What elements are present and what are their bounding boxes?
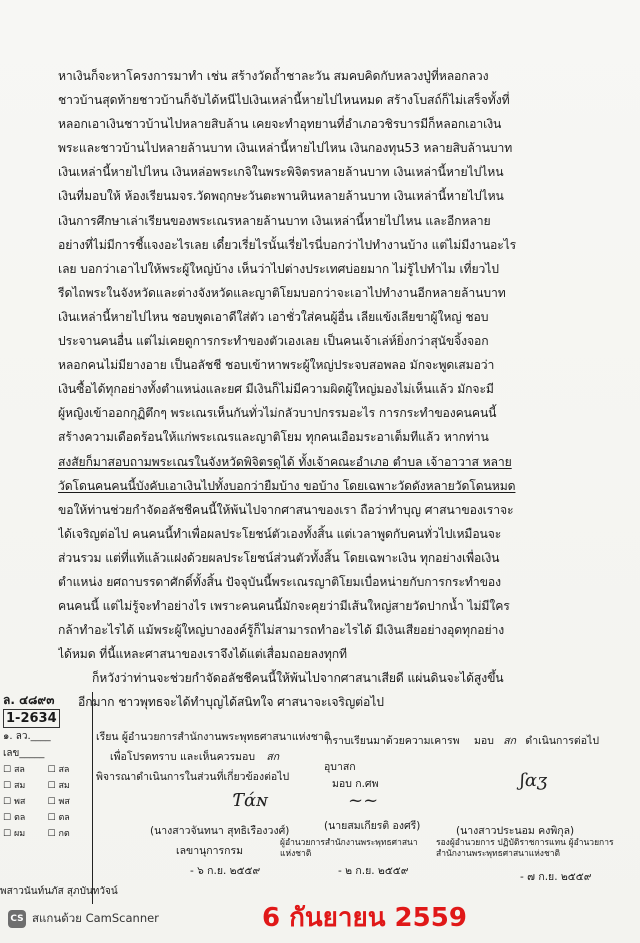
stamp-checklist: [0, 762, 92, 842]
signatory-date: - ๖ ก.ย. ๒๕๕๙: [190, 865, 261, 877]
signatory-name: (นางสาวประนอม คงพิกุล): [456, 825, 575, 837]
letter-line: เงินเหล่านี้หายไปไหน ชอบพูดเอาดีใส่ตัว เอาชั่วใส่คนผู้อื่น เลียแข้งเลียขาผู้ใหญ่ ชอบ: [58, 309, 489, 324]
routing-submit: กราบเรียนมาด้วยความเคารพ: [326, 735, 460, 747]
date-stamp: 6 กันยายน 2559: [262, 903, 467, 933]
letter-line: พระและชาวบ้านไปหลายล้านบาท เงินเหล่านี้หายไปไหน เงินกองทุน53 หลายสิบล้านบาท: [58, 141, 513, 156]
check-item: ☐ พส: [47, 797, 70, 807]
check-item: ☐ สล: [47, 765, 70, 775]
letter-line: กล้าทำอะไรได้ แม้พระผู้ใหญ่บางองค์รู้ก็ไม่สามารถทำอะไรได้ มีเงินเสียอย่างอุดทุกอย่าง: [58, 623, 505, 638]
receiving-stamp: [0, 692, 93, 904]
routing-consider: พิจารณาดำเนินการในส่วนที่เกี่ยวข้องต่อไป: [96, 771, 290, 783]
handwritten-signature: ~~: [348, 790, 379, 811]
letter-line: หาเงินก็จะหาโครงการมาทำ เช่น สร้างวัดถ้ำชาละวัน สมคบคิดกับหลวงปู่ที่หลอกลวง: [58, 69, 489, 83]
signatory-role: รองผู้อำนวยการ ปฏิบัติราชการแทน ผู้อำนวยการสำนักงานพระพุทธศาสนาแห่งชาติ: [436, 838, 614, 859]
signatory-name: (นายสมเกียรติ องศรี): [324, 820, 421, 832]
letter-line: เลย บอกว่าเอาไปให้พระผู้ใหญ่บ้าง เห็นว่าไปต่างประเทศบ่อยมาก ไม่รู้ไปทำไม เที่ยวไป: [58, 261, 499, 276]
signatory-date: - ๒ ก.ย. ๒๕๕๙: [338, 865, 409, 877]
letter-line: ได้เจริญต่อไป คนคนนี้ทำเพื่อผลประโยชน์ตัวเองทั้งสิ้น แต่เวลาพูดกับคนทั่วไปเหมือนจะ: [58, 526, 502, 541]
document-number: 1-2634: [3, 709, 60, 728]
letter-line: รีดไถพระในจังหวัดและต่างจังหวัดและญาติโยมบอกว่าจะเอาไปทำงานอีกหลายล้านบาท: [58, 285, 506, 300]
letter-line: เงินซื้อได้ทุกอย่างทั้งตำแหน่งและยศ มีเงินก็ไม่มีความผิดผู้ใหญ่มองไม่เห็นแล้ว มักจะมี: [58, 382, 494, 397]
letter-line: เงินเหล่านี้หายไปไหน เงินหล่อพระเกจิในพระพิจิตรหลายล้านบาท เงินเหล่านี้หายไปไหน: [58, 165, 504, 180]
letter-line: ชาวบ้านสุดท้ายชาวบ้านก็จับได้หนีไปเงินเหล่านี้หายไปไหนหมด สร้างโบสถ์ก็ไม่เสร็จทั้งที่: [58, 93, 510, 108]
letter-closing: อีกมาก ชาวพุทธจะได้ทำบุญได้สนิทใจ ศาสนาจะเจริญต่อไป: [78, 695, 384, 710]
handwritten-signature: Ƭɑ́ɴ: [232, 790, 268, 811]
letter-line: คนคนนี้ แต่ไม่รู้จะทำอย่างไร เพราะคนคนนี้มักจะคุยว่ามีเส้นใหญ่สายวัดปากน้ำ ไม่มีใคร: [58, 599, 510, 614]
signatory-role: ผู้อำนวยการสำนักงานพระพุทธศาสนาแห่งชาติ: [280, 838, 418, 859]
letter-body: [58, 64, 618, 715]
letter-line: หลอกคนไม่มียางอาย เป็นอลัชชี ชอบเข้าหาพระผู้ใหญ่ประจบสอพลอ มักจะพูดเสมอว่า: [58, 358, 495, 373]
routing-inform: เพื่อโปรดทราบ และเห็นควรมอบ สก: [110, 751, 280, 763]
letter-line: ผู้หญิงเข้าออกกุฏิตึกๆ พระเณรเห็นกันทั่วไม่กลัวบาปกรรมอะไร การกระทำของคนคนนี้: [58, 406, 497, 421]
letter-line: เงินการศึกษาเล่าเรียนของพระเณรหลายล้านบาท เงินเหล่านี้หายไปไหน และอีกหลาย: [58, 213, 491, 228]
stamp-footer: พสาวนันท์นภัส สุภบันทวัจน์: [0, 886, 118, 897]
letter-line: ได้หมด ที่นี้แหละศาสนาของเราจึงได้แต่เสื่อมถอยลงทุกที: [58, 647, 347, 662]
letter-line: หลอกเอาเงินชาวบ้านไปหลายสิบล้าน เคยจะทำอุทยานที่อำเภอวชิรบารมีก็หลอกเอาเงิน: [58, 117, 502, 132]
camscanner-icon: CS: [8, 910, 26, 928]
check-item: ☐ ผม: [3, 829, 26, 839]
letter-closing: ก็หวังว่าท่านจะช่วยกำจัดอลัชชีคนนี้ให้พ้นไปจากศาสนาเสียดี แผ่นดินจะได้สูงขึ้น: [92, 671, 504, 686]
letter-line: ประจานคนอื่น แต่ไม่เคยดูการกระทำของตัวเองเลย เป็นคนเจ้าเล่ห์ยิ่งกว่าสุนัขจิ้งจอก: [58, 334, 489, 349]
signatory-name: (นางสาวจันทนา สุทธิเรืองวงศ์): [150, 825, 290, 837]
camscanner-label: สแกนด้วย CamScanner: [32, 911, 159, 925]
check-item: ☐ ตล: [3, 813, 26, 823]
letter-line-underlined: สงสัยก็มาสอบถามพระเณรในจังหวัดพิจิตรดูได้ ทั้งเจ้าคณะอำเภอ ตำบล เจ้าอาวาส หลาย: [58, 454, 512, 469]
check-item: ☐ กต: [47, 829, 70, 839]
check-item: ☐ สม: [47, 781, 70, 791]
handwritten-signature: ʃɑʒ: [520, 770, 548, 791]
letter-line: สร้างความเดือดร้อนให้แก่พระเณรและญาติโยม ทุกคนเอือมระอาเต็มทีแล้ว หากท่าน: [58, 430, 489, 445]
routing-assign: มอบ สก ดำเนินการต่อไป: [474, 735, 599, 747]
check-item: ☐ สล: [3, 765, 25, 775]
camscanner-watermark: [8, 910, 159, 928]
signatory-role: เลขานุการกรม: [176, 845, 244, 857]
routing-approve-2: มอบ ก.ศพ: [332, 778, 379, 790]
routing-approve: อุบาสก: [324, 761, 356, 773]
routing-to: เรียน ผู้อำนวยการสำนักงานพระพุทธศาสนาแห่งชาติ: [96, 731, 331, 743]
check-item: ☐ สม: [3, 781, 26, 791]
check-item: ☐ พส: [3, 797, 26, 807]
received-number: ล. ๔๘๙๓: [3, 693, 55, 707]
check-item: ☐ ตล: [47, 813, 70, 823]
letter-line: ขอให้ท่านช่วยกำจัดอลัชชีคนนี้ให้พ้นไปจากศาสนาของเรา ถือว่าทำบุญ ศาสนาของเราจะ: [58, 502, 514, 517]
letter-line-underlined: วัดโดนคนคนนี้บังคับเอาเงินไปทั้งบอกว่ายืมบ้าง ขอบ้าง โดยเฉพาะวัดดังหลายวัดโดนหมด: [58, 478, 516, 493]
letter-line: ตำแหน่ง ยศถาบรรดาศักดิ์ทั้งสิ้น ปัจจุบันนี้พระเณรญาติโยมเบื่อหน่ายกับการกระทำของ: [58, 574, 501, 589]
letter-line: เงินที่มอบให้ ห้องเรียนมจร.วัดพฤกษะวันตะพานหินหลายล้านบาท เงินเหล่านี้หายไปไหน: [58, 189, 504, 204]
letter-line: ส่วนรวม แต่ที่แท้แล้วแฝงด้วยผลประโยชน์ส่วนตัวทั้งสิ้น โดยเฉพาะเงิน ทุกอย่างเพื่อเงิน: [58, 550, 500, 565]
stamp-row: เลข_____: [3, 748, 45, 759]
letter-line: อย่างที่ไม่มีการชี้แจงอะไรเลย เดี๋ยวเรี่ยไรนั้นเรี่ยไรนี่บอกว่าไปทำงานบ้าง แต่ไม่มีงานอะไร: [58, 237, 517, 252]
signatory-date: - ๗ ก.ย. ๒๕๕๙: [520, 871, 592, 883]
stamp-row: ๑. ลว.____: [3, 731, 51, 742]
